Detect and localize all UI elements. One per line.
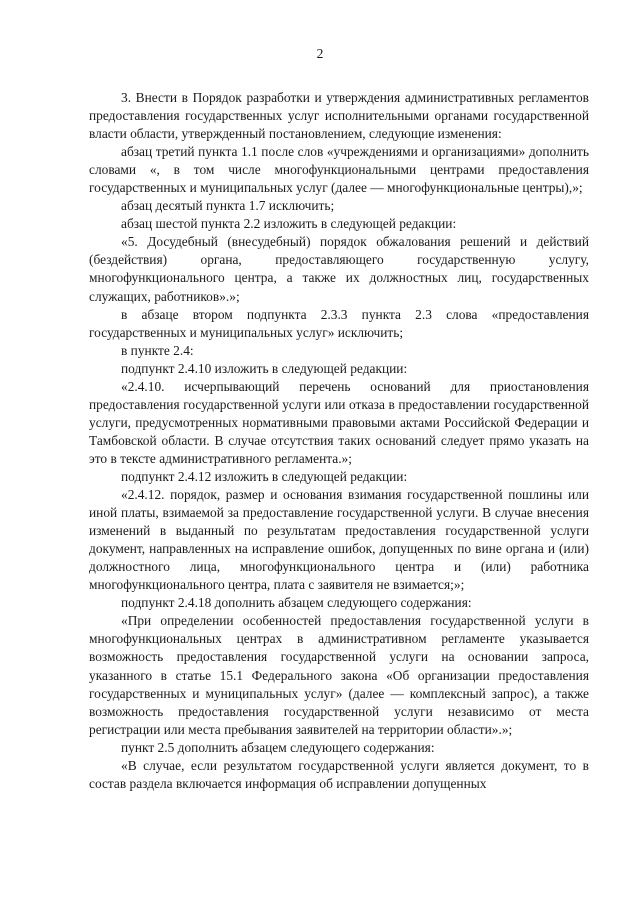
- paragraph: абзац десятый пункта 1.7 исключить;: [121, 198, 335, 214]
- paragraph: «При определении особенностей предоставления государственной услуги в многофункциональных центрах в административном регламенте указывается возможность предоставления государственной услуги на основании запроса, указанного в статье 15.1 Федерального закона «Об организации предоставления государственных и муниципальных услуг» (далее — комплексный запрос), а также возможность предоставления государственной услуги независимо от места регистрации или места пребывания заявителей на территории области».»;: [89, 613, 589, 737]
- paragraph: «2.4.10. исчерпывающий перечень оснований для приостановления предоставления государственной услуги или отказа в предоставлении государственной услуги, предусмотренных нормативными правовыми актами Российской Федерации и Тамбовской области. В случае отсутствия таких оснований следует прямо указать на это в тексте административного регламента.»;: [89, 378, 589, 466]
- paragraph: подпункт 2.4.10 изложить в следующей редакции:: [121, 360, 408, 376]
- paragraph: «В случае, если результатом государственной услуги является документ, то в состав раздела включается информация об исправлении допущенных: [89, 757, 589, 791]
- paragraph: в абзаце втором подпункта 2.3.3 пункта 2.3 слова «предоставления государственных и муниципальных услуг» исключить;: [89, 306, 589, 340]
- paragraph: абзац шестой пункта 2.2 изложить в следующей редакции:: [121, 216, 457, 232]
- paragraph: «5. Досудебный (внесудебный) порядок обжалования решений и действий (бездействия) органа, предоставляющего государственную услугу, многофункционального центра, а также их должностных лиц, государственных служащих, работников».»;: [89, 234, 589, 304]
- page-number: 2: [316, 46, 324, 61]
- paragraph: в пункте 2.4:: [121, 342, 194, 358]
- paragraph: подпункт 2.4.12 изложить в следующей редакции:: [121, 468, 408, 484]
- paragraph: 3. Внести в Порядок разработки и утверждения административных регламентов предоставления государственных услуг исполнительными органами государственной власти области, утвержденный постановлением, следующие изменения:: [89, 90, 589, 142]
- paragraph: подпункт 2.4.18 дополнить абзацем следующего содержания:: [121, 595, 472, 611]
- document-body: [89, 89, 589, 793]
- paragraph: абзац третий пункта 1.1 после слов «учреждениями и организациями» дополнить словами «, в том числе многофункциональными центрами предоставления государственных и муниципальных услуг (далее — многофункциональные центры),»;: [89, 144, 589, 196]
- paragraph: пункт 2.5 дополнить абзацем следующего содержания:: [121, 739, 435, 755]
- paragraph: «2.4.12. порядок, размер и основания взимания государственной пошлины или иной платы, взимаемой за предоставление государственной услуги. В случае внесения изменений в выданный по результатам предоставления государственной услуги документ, направленных на исправление ошибок, допущенных по вине органа и (или) должностного лица, многофункционального центра и (или) работника многофункционального центра, плата с заявителя не взимается;»;: [89, 487, 589, 593]
